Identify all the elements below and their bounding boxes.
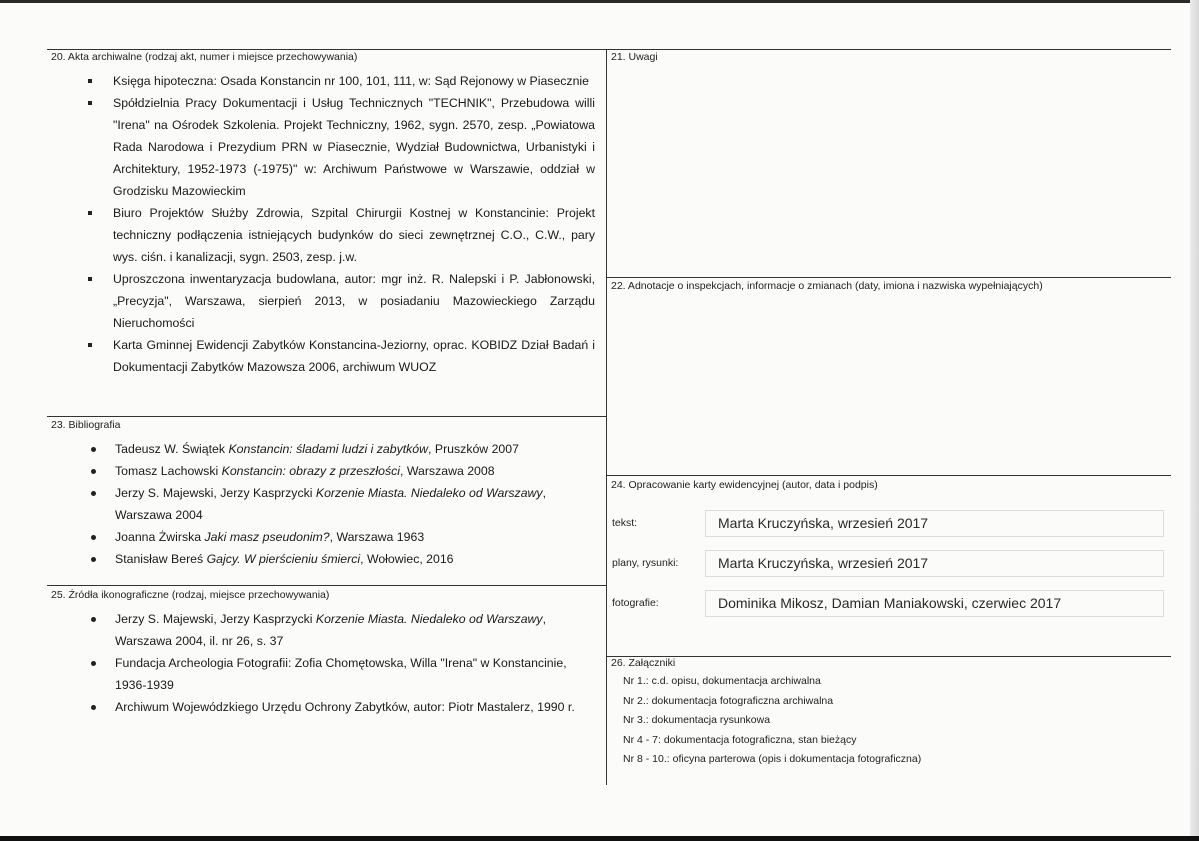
rule-above-opracowanie bbox=[606, 475, 1171, 476]
title-text: Konstancin: śladami ludzi i zabytków bbox=[228, 442, 429, 456]
item-text: , Warszawa 1963 bbox=[329, 530, 425, 544]
list-item bbox=[53, 608, 593, 652]
scan-right-edge bbox=[1190, 0, 1199, 841]
uwagi-section-title: 21. Uwagi bbox=[611, 51, 658, 63]
item-text: , Warszawa 2004 bbox=[115, 486, 546, 522]
bibliografia-list bbox=[53, 438, 593, 570]
list-item bbox=[53, 482, 593, 526]
list-item bbox=[51, 92, 595, 202]
fotografie-author-value: Dominika Mikosz, Damian Maniakowski, czerwiec 2017 bbox=[705, 590, 1164, 617]
zalacznik-item: Nr 4 - 7: dokumentacja fotograficzna, stan bieżący bbox=[623, 734, 857, 746]
item-text: Uproszczona inwentaryzacja budowlana, autor: mgr inż. R. Nalepski i P. Jabłonowski, „Precyzja", Warszawa, sierpień 2013, w posiadaniu Mazowieckiego Zarządu Nieruchomości bbox=[113, 272, 595, 330]
item-text: Spółdzielnia Pracy Dokumentacji i Usług Technicznych "TECHNIK", Przebudowa willi "Irena" na Ośrodek Szkolenia. Projekt Techniczny, 1962, sygn. 2570, zesp. „Powiatowa Rada Narodowa i Prezydium PRN w Piasecznie, Wydział Budownictwa, Urbanistyki i Architektury, 1952-1973 (-1975)" w: Archiwum Państwowe w Warszawie, oddział w Grodzisku Mazowieckim bbox=[113, 96, 595, 198]
item-text: Jerzy S. Majewski, Jerzy Kasprzycki bbox=[115, 486, 316, 500]
plany-author-value: Marta Kruczyńska, wrzesień 2017 bbox=[705, 550, 1164, 577]
title-text: Konstancin: obrazy z przeszłości bbox=[221, 464, 401, 478]
item-text: , Warszawa 2004, il. nr 26, s. 37 bbox=[115, 612, 546, 648]
top-rule-left bbox=[47, 49, 606, 50]
rule-above-zrodla bbox=[47, 585, 606, 586]
akta-list bbox=[51, 70, 595, 378]
item-text: Karta Gminnej Ewidencji Zabytków Konstancina-Jeziorny, oprac. KOBIDZ Dział Badań i Dokumentacji Zabytków Mazowsza 2006, archiwum WUOZ bbox=[113, 338, 595, 374]
rule-above-bibliografia bbox=[47, 416, 606, 417]
list-item bbox=[53, 548, 593, 570]
akta-section-title: 20. Akta archiwalne (rodzaj akt, numer i miejsce przechowywania) bbox=[51, 51, 358, 63]
item-text: Stanisław Bereś bbox=[115, 552, 207, 566]
item-text: , Wołowiec, 2016 bbox=[360, 552, 454, 566]
title-text: Jaki masz pseudonim? bbox=[204, 530, 330, 544]
list-item bbox=[51, 334, 595, 378]
zalacznik-item: Nr 2.: dokumentacja fotograficzna archiwalna bbox=[623, 695, 834, 707]
title-text: Gajcy. W pierścieniu śmierci bbox=[206, 552, 361, 566]
list-item bbox=[53, 438, 593, 460]
plany-label: plany, rysunki: bbox=[612, 557, 679, 569]
scan-bottom-edge bbox=[0, 836, 1199, 841]
title-text: Korzenie Miasta. Niedaleko od Warszawy bbox=[315, 612, 543, 626]
item-text: , Warszawa 2008 bbox=[400, 464, 495, 478]
zrodla-section-title: 25. Źródła ikonograficzne (rodzaj, miejsce przechowywania) bbox=[51, 589, 330, 601]
list-item bbox=[51, 70, 595, 92]
scan-top-edge bbox=[0, 0, 1199, 3]
tekst-label: tekst: bbox=[612, 517, 638, 529]
zrodla-list bbox=[53, 608, 593, 718]
item-text: Księga hipoteczna: Osada Konstancin nr 100, 101, 111, w: Sąd Rejonowy w Piasecznie bbox=[113, 74, 589, 88]
list-item bbox=[53, 460, 593, 482]
tekst-author-value: Marta Kruczyńska, wrzesień 2017 bbox=[705, 510, 1164, 537]
fotografie-label: fotografie: bbox=[612, 597, 659, 609]
item-text: Jerzy S. Majewski, Jerzy Kasprzycki bbox=[115, 612, 316, 626]
title-text: Korzenie Miasta. Niedaleko od Warszawy bbox=[315, 486, 543, 500]
item-text: Biuro Projektów Służby Zdrowia, Szpital Chirurgii Kostnej w Konstancinie: Projekt techniczny podłączenia istniejących budynków do sieci zewnętrznej C.O., C.W., pary wys. ciśn. i kanalizacji, sygn. 2503, zesp. j.w. bbox=[113, 206, 595, 264]
rule-above-zalaczniki bbox=[606, 656, 1171, 657]
rule-above-adnotacje bbox=[606, 277, 1171, 278]
list-item bbox=[51, 202, 595, 268]
opracowanie-section-title: 24. Opracowanie karty ewidencyjnej (autor, data i podpis) bbox=[611, 479, 878, 491]
list-item bbox=[51, 268, 595, 334]
zalacznik-item: Nr 3.: dokumentacja rysunkowa bbox=[623, 714, 771, 726]
top-rule-right bbox=[606, 49, 1171, 50]
bibliografia-section-title: 23. Bibliografia bbox=[51, 419, 121, 431]
zalacznik-item: Nr 1.: c.d. opisu, dokumentacja archiwalna bbox=[623, 675, 821, 687]
item-text: Tomasz Lachowski bbox=[115, 464, 222, 478]
item-text: Archiwum Wojewódzkiego Urzędu Ochrony Zabytków, autor: Piotr Mastalerz, 1990 r. bbox=[115, 700, 575, 714]
column-divider bbox=[606, 49, 607, 785]
item-text: , Pruszków 2007 bbox=[428, 442, 519, 456]
zalacznik-item: Nr 8 - 10.: oficyna parterowa (opis i dokumentacja fotograficzna) bbox=[623, 753, 922, 765]
item-text: Fundacja Archeologia Fotografii: Zofia Chomętowska, Willa "Irena" w Konstancinie, 1936-1939 bbox=[115, 656, 567, 692]
adnotacje-section-title: 22. Adnotacje o inspekcjach, informacje o zmianach (daty, imiona i nazwiska wypełniających) bbox=[611, 280, 1043, 292]
item-text: Joanna Żwirska bbox=[115, 530, 205, 544]
list-item bbox=[53, 696, 593, 718]
list-item bbox=[53, 526, 593, 548]
list-item bbox=[53, 652, 593, 696]
zalaczniki-section-title: 26. Załączniki bbox=[611, 657, 676, 669]
item-text: Tadeusz W. Świątek bbox=[115, 442, 229, 456]
